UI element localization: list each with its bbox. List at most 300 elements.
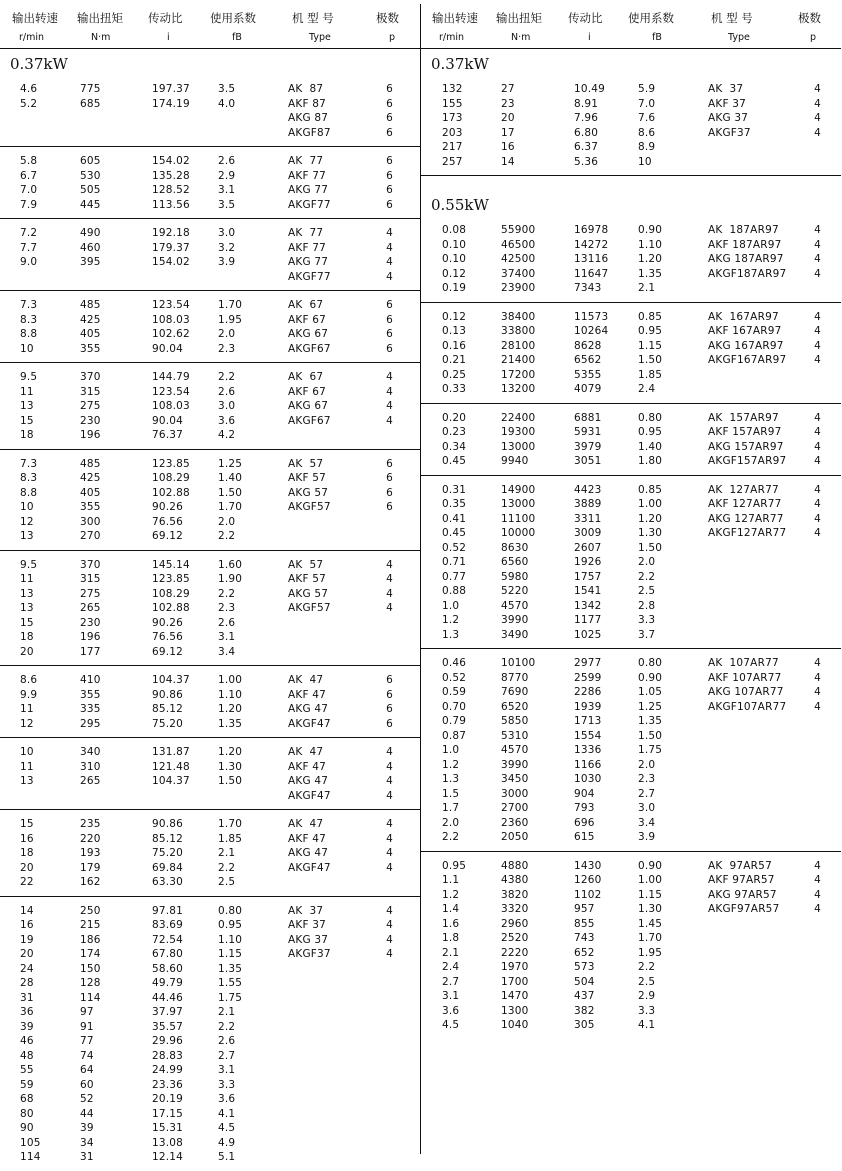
torque-cell: 33800 [501, 325, 536, 337]
table-row [0, 82, 420, 97]
table-row [0, 875, 420, 890]
ratio-cell: 76.56 [152, 515, 184, 528]
ratio-cell: 75.20 [152, 847, 184, 859]
poles-cell: 4 [814, 859, 821, 872]
model-cell: AKF 77 [288, 169, 327, 182]
torque-cell: 490 [80, 227, 101, 239]
header-poles: 极数 [798, 11, 821, 25]
header-ratio-unit: i [167, 32, 170, 43]
ratio-cell: 69.12 [152, 645, 184, 658]
service-factor-cell: 0.85 [638, 310, 663, 323]
poles-cell: 4 [814, 527, 821, 539]
ratio-cell: 696 [574, 816, 595, 829]
torque-cell: 405 [80, 328, 101, 340]
speed-cell: 0.52 [442, 541, 467, 554]
torque-cell: 3000 [501, 787, 529, 800]
table-row [0, 428, 420, 443]
header-model: 机 型 号 [711, 11, 753, 25]
speed-cell: 0.31 [442, 483, 467, 496]
table-row [421, 628, 841, 643]
speed-cell: 2.2 [442, 831, 460, 843]
service-factor-cell: 3.9 [638, 831, 656, 843]
torque-cell: 19300 [501, 426, 536, 438]
model-cell: AKGF87 [288, 126, 331, 139]
poles-cell: 4 [386, 904, 393, 917]
model-cell: AKGF37 [288, 948, 331, 960]
speed-cell: 1.0 [442, 599, 460, 612]
torque-cell: 775 [80, 83, 101, 95]
service-factor-cell: 2.0 [218, 328, 236, 340]
model-cell: AKGF67 [288, 342, 331, 355]
model-cell: AKGF167AR97 [708, 354, 787, 366]
header-ratio-unit: i [588, 32, 591, 43]
service-factor-cell: 2.2 [218, 861, 236, 874]
table-row [421, 310, 841, 325]
torque-cell: 395 [80, 256, 101, 268]
torque-cell: 355 [80, 501, 101, 513]
speed-cell: 68 [20, 1093, 34, 1105]
model-cell: AKGF97AR57 [708, 903, 780, 915]
poles-cell: 6 [386, 198, 393, 211]
ratio-cell: 1166 [574, 758, 602, 771]
ratio-cell: 904 [574, 787, 595, 800]
header-torque-unit: N·m [91, 32, 111, 43]
table-row [421, 368, 841, 383]
spec-group [0, 666, 420, 738]
ratio-cell: 154.02 [152, 155, 190, 167]
ratio-cell: 855 [574, 917, 595, 930]
service-factor-cell: 2.6 [218, 616, 236, 629]
speed-cell: 39 [20, 1020, 34, 1033]
service-factor-cell: 3.4 [218, 645, 236, 658]
header-service: 使用系数 [628, 11, 674, 25]
poles-cell: 4 [814, 224, 821, 236]
service-factor-cell: 1.15 [638, 339, 663, 352]
speed-cell: 2.4 [442, 961, 460, 973]
speed-cell: 7.0 [20, 184, 38, 196]
table-row [421, 155, 841, 170]
table-row [421, 801, 841, 816]
model-cell: AKF 107AR77 [708, 671, 782, 684]
service-factor-cell: 1.30 [638, 903, 663, 915]
table-row [0, 904, 420, 919]
poles-cell: 4 [386, 775, 393, 787]
speed-cell: 132 [442, 83, 463, 95]
service-factor-cell: 3.0 [218, 400, 236, 412]
speed-cell: 0.70 [442, 700, 467, 713]
table-row [421, 97, 841, 112]
speed-cell: 1.3 [442, 773, 460, 785]
speed-cell: 0.12 [442, 310, 467, 323]
torque-cell: 4570 [501, 744, 529, 756]
service-factor-cell: 1.00 [638, 874, 663, 886]
service-factor-cell: 1.00 [638, 498, 663, 510]
ratio-cell: 28.83 [152, 1049, 184, 1062]
poles-cell: 4 [386, 861, 393, 874]
torque-cell: 16 [501, 141, 515, 153]
service-factor-cell: 4.1 [218, 1107, 236, 1120]
service-factor-cell: 2.0 [218, 515, 236, 528]
poles-cell: 4 [386, 270, 393, 283]
speed-cell: 18 [20, 429, 34, 441]
header-poles-unit: p [389, 32, 396, 43]
table-row [0, 298, 420, 313]
ratio-cell: 1102 [574, 888, 602, 901]
service-factor-cell: 1.50 [218, 486, 243, 499]
poles-cell: 4 [386, 602, 393, 614]
table-row [421, 685, 841, 700]
header-torque-unit: N·m [511, 32, 531, 43]
torque-cell: 196 [80, 429, 101, 441]
torque-cell: 310 [80, 760, 101, 773]
table-row [0, 154, 420, 169]
speed-cell: 0.59 [442, 686, 467, 698]
torque-cell: 315 [80, 573, 101, 585]
ratio-cell: 652 [574, 946, 595, 959]
service-factor-cell: 1.50 [218, 775, 243, 787]
speed-cell: 0.87 [442, 729, 467, 742]
ratio-cell: 108.29 [152, 472, 190, 484]
service-factor-cell: 3.1 [218, 184, 236, 196]
spec-group [0, 291, 420, 363]
speed-cell: 105 [20, 1136, 41, 1149]
header-speed: 输出转速 [12, 11, 58, 25]
model-cell: AKGF37 [708, 126, 751, 139]
torque-cell: 220 [80, 832, 101, 845]
speed-cell: 16 [20, 919, 34, 931]
ratio-cell: 1030 [574, 773, 602, 785]
model-cell: AKF 127AR77 [708, 498, 782, 510]
torque-cell: 128 [80, 977, 101, 989]
service-factor-cell: 1.45 [638, 917, 663, 930]
torque-cell: 370 [80, 371, 101, 383]
service-factor-cell: 8.9 [638, 141, 656, 153]
spec-group [421, 303, 841, 404]
torque-cell: 52 [80, 1093, 94, 1105]
service-factor-cell: 3.9 [218, 256, 236, 268]
spec-group [0, 219, 420, 291]
table-header [421, 0, 841, 49]
ratio-cell: 615 [574, 831, 595, 843]
ratio-cell: 29.96 [152, 1035, 184, 1047]
torque-cell: 5220 [501, 585, 529, 597]
table-row [0, 760, 420, 775]
table-row [421, 238, 841, 253]
speed-cell: 0.95 [442, 859, 467, 872]
service-factor-cell: 1.70 [638, 932, 663, 944]
torque-cell: 1470 [501, 990, 529, 1002]
torque-cell: 14 [501, 155, 515, 168]
ratio-cell: 437 [574, 990, 595, 1002]
left-column [0, 0, 420, 1171]
ratio-cell: 6881 [574, 411, 602, 424]
table-row [421, 324, 841, 339]
service-factor-cell: 1.20 [218, 746, 243, 758]
ratio-cell: 3311 [574, 512, 602, 525]
table-row [0, 832, 420, 847]
torque-cell: 13000 [501, 440, 536, 453]
service-factor-cell: 1.05 [638, 686, 663, 698]
ratio-cell: 1926 [574, 556, 602, 568]
torque-cell: 3320 [501, 903, 529, 915]
torque-cell: 2700 [501, 802, 529, 814]
table-row [0, 1092, 420, 1107]
torque-cell: 275 [80, 587, 101, 600]
poles-cell: 4 [386, 256, 393, 268]
table-row [0, 385, 420, 400]
torque-cell: 150 [80, 962, 101, 975]
ratio-cell: 957 [574, 903, 595, 915]
table-row [0, 1107, 420, 1122]
speed-cell: 114 [20, 1151, 41, 1163]
ratio-cell: 1342 [574, 599, 602, 612]
speed-cell: 1.0 [442, 744, 460, 756]
torque-cell: 6520 [501, 700, 529, 713]
speed-cell: 1.2 [442, 614, 460, 626]
table-row [421, 483, 841, 498]
service-factor-cell: 2.5 [638, 585, 656, 597]
table-row [421, 555, 841, 570]
torque-cell: 425 [80, 313, 101, 326]
service-factor-cell: 1.60 [218, 558, 243, 571]
speed-cell: 20 [20, 861, 34, 874]
ratio-cell: 135.28 [152, 169, 190, 182]
speed-cell: 13 [20, 530, 34, 542]
model-cell: AKG 37 [708, 112, 749, 124]
service-factor-cell: 1.35 [638, 267, 663, 280]
speed-cell: 1.7 [442, 802, 460, 814]
service-factor-cell: 2.3 [638, 773, 656, 785]
table-row [421, 584, 841, 599]
model-cell: AKGF77 [288, 198, 331, 211]
torque-cell: 2360 [501, 816, 529, 829]
speed-cell: 8.8 [20, 486, 38, 499]
service-factor-cell: 5.1 [218, 1151, 236, 1163]
table-row [421, 541, 841, 556]
speed-cell: 13 [20, 587, 34, 600]
header-speed-unit: r/min [439, 32, 465, 43]
model-cell: AK 57 [288, 558, 324, 571]
table-row [0, 962, 420, 977]
spec-group [0, 738, 420, 810]
header-model: 机 型 号 [292, 11, 334, 25]
speed-cell: 18 [20, 631, 34, 643]
header-service: 使用系数 [210, 11, 256, 25]
service-factor-cell: 3.5 [218, 198, 236, 211]
table-row [0, 529, 420, 544]
speed-cell: 11 [20, 385, 34, 398]
service-factor-cell: 7.0 [638, 97, 656, 110]
poles-cell: 4 [386, 400, 393, 412]
speed-cell: 257 [442, 155, 463, 168]
torque-cell: 335 [80, 703, 101, 715]
model-cell: AK 167AR97 [708, 310, 779, 323]
table-row [421, 454, 841, 469]
table-row [0, 616, 420, 631]
torque-cell: 3490 [501, 628, 529, 641]
ratio-cell: 83.69 [152, 919, 184, 931]
ratio-cell: 90.04 [152, 342, 184, 355]
right-column [421, 0, 841, 1039]
ratio-cell: 90.26 [152, 501, 184, 513]
poles-cell: 4 [814, 888, 821, 901]
model-cell: AK 77 [288, 227, 324, 239]
speed-cell: 11 [20, 703, 34, 715]
torque-cell: 460 [80, 241, 101, 254]
speed-cell: 1.8 [442, 932, 460, 944]
poles-cell: 4 [386, 587, 393, 600]
table-row [421, 787, 841, 802]
table-row [421, 888, 841, 903]
table-row [421, 382, 841, 397]
torque-cell: 162 [80, 876, 101, 888]
model-cell: AKG 167AR97 [708, 339, 784, 352]
service-factor-cell: 4.0 [218, 97, 236, 110]
torque-cell: 4380 [501, 874, 529, 886]
speed-cell: 10 [20, 342, 34, 355]
ratio-cell: 67.80 [152, 948, 184, 960]
ratio-cell: 1939 [574, 700, 602, 713]
service-factor-cell: 0.80 [638, 411, 663, 424]
poles-cell: 6 [386, 299, 393, 311]
service-factor-cell: 2.6 [218, 1035, 236, 1047]
ratio-cell: 97.81 [152, 904, 184, 917]
service-factor-cell: 1.70 [218, 299, 243, 311]
model-cell: AKGF57 [288, 602, 331, 614]
table-row [0, 241, 420, 256]
torque-cell: 5980 [501, 570, 529, 583]
service-factor-cell: 1.75 [218, 991, 243, 1004]
model-cell: AKF 47 [288, 832, 327, 845]
table-row [0, 126, 420, 141]
torque-cell: 405 [80, 486, 101, 499]
service-factor-cell: 3.5 [218, 83, 236, 95]
service-factor-cell: 2.8 [638, 599, 656, 612]
table-row [421, 772, 841, 787]
speed-cell: 31 [20, 991, 34, 1004]
table-row [0, 255, 420, 270]
table-row [421, 873, 841, 888]
poles-cell: 6 [386, 313, 393, 326]
header-service-unit: fB [232, 32, 242, 43]
service-factor-cell: 1.70 [218, 501, 243, 513]
model-cell: AKF 57 [288, 573, 327, 585]
ratio-cell: 2977 [574, 657, 602, 669]
speed-cell: 0.46 [442, 657, 467, 669]
torque-cell: 13000 [501, 498, 536, 510]
model-cell: AKG 47 [288, 703, 329, 715]
torque-cell: 177 [80, 645, 101, 658]
service-factor-cell: 1.80 [638, 455, 663, 467]
poles-cell: 4 [814, 97, 821, 110]
service-factor-cell: 2.5 [218, 876, 236, 888]
speed-cell: 6.7 [20, 169, 38, 182]
table-row [0, 1121, 420, 1136]
speed-cell: 7.9 [20, 198, 38, 211]
speed-cell: 13 [20, 400, 34, 412]
model-cell: AKF 67 [288, 385, 327, 398]
speed-cell: 9.0 [20, 256, 38, 268]
poles-cell: 4 [814, 325, 821, 337]
model-cell: AKF 77 [288, 241, 327, 254]
torque-cell: 174 [80, 948, 101, 960]
table-row [0, 572, 420, 587]
spec-group [0, 450, 420, 551]
torque-cell: 5850 [501, 715, 529, 727]
torque-cell: 425 [80, 472, 101, 484]
service-factor-cell: 1.95 [638, 946, 663, 959]
table-row [0, 1078, 420, 1093]
ratio-cell: 76.37 [152, 429, 184, 441]
torque-cell: 1040 [501, 1019, 529, 1031]
model-cell: AKGF67 [288, 414, 331, 427]
spec-group [0, 75, 420, 147]
torque-cell: 5310 [501, 729, 529, 742]
ratio-cell: 58.60 [152, 962, 184, 975]
speed-cell: 0.19 [442, 282, 467, 294]
ratio-cell: 144.79 [152, 371, 190, 383]
table-header [0, 0, 420, 49]
poles-cell: 4 [814, 267, 821, 280]
speed-cell: 2.1 [442, 946, 460, 959]
torque-cell: 355 [80, 342, 101, 355]
ratio-cell: 174.19 [152, 97, 190, 110]
spec-group [421, 476, 841, 650]
ratio-cell: 123.54 [152, 299, 190, 311]
spec-group [421, 216, 841, 303]
service-factor-cell: 1.90 [218, 573, 243, 585]
torque-cell: 46500 [501, 238, 536, 251]
spec-group [0, 551, 420, 667]
service-factor-cell: 1.30 [218, 760, 243, 773]
model-cell: AKG 187AR97 [708, 253, 784, 265]
spec-group [0, 363, 420, 450]
model-cell: AK 47 [288, 746, 324, 758]
table-row [0, 1136, 420, 1151]
table-row [0, 515, 420, 530]
header-poles-unit: p [810, 32, 817, 43]
ratio-cell: 102.62 [152, 328, 190, 340]
torque-cell: 445 [80, 198, 101, 211]
torque-cell: 370 [80, 558, 101, 571]
table-row [421, 859, 841, 874]
ratio-cell: 35.57 [152, 1020, 184, 1033]
service-factor-cell: 2.7 [638, 787, 656, 800]
poles-cell: 4 [814, 455, 821, 467]
ratio-cell: 13.08 [152, 1136, 184, 1149]
ratio-cell: 573 [574, 961, 595, 973]
service-factor-cell: 3.7 [638, 628, 656, 641]
torque-cell: 235 [80, 818, 101, 830]
speed-cell: 0.25 [442, 368, 467, 381]
table-row [421, 917, 841, 932]
torque-cell: 530 [80, 169, 101, 182]
ratio-cell: 2286 [574, 686, 602, 698]
speed-cell: 1.6 [442, 917, 460, 930]
service-factor-cell: 1.70 [218, 818, 243, 830]
model-cell: AKG 47 [288, 847, 329, 859]
torque-cell: 97 [80, 1006, 94, 1018]
torque-cell: 55900 [501, 224, 536, 236]
ratio-cell: 69.12 [152, 530, 184, 542]
torque-cell: 77 [80, 1035, 94, 1047]
model-cell: AKG 67 [288, 400, 329, 412]
table-row [421, 339, 841, 354]
table-row [0, 673, 420, 688]
speed-cell: 1.1 [442, 874, 460, 886]
speed-cell: 10 [20, 501, 34, 513]
ratio-cell: 1554 [574, 729, 602, 742]
